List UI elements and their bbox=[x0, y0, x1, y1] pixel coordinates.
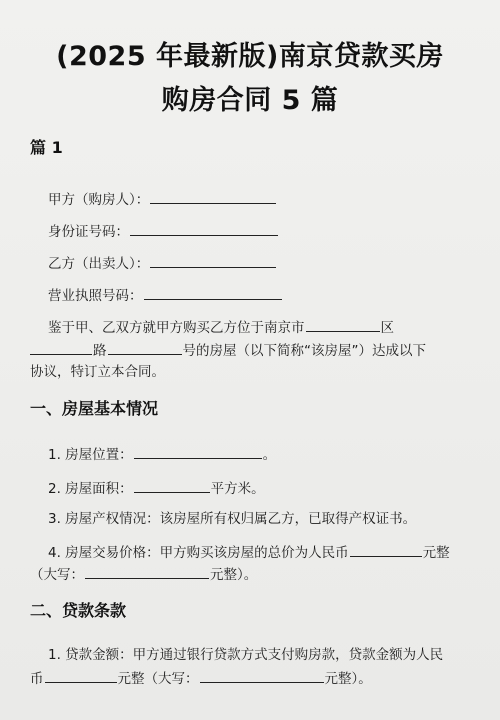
buyer-blank bbox=[150, 188, 276, 204]
buyer-label: 甲方（购房人）： bbox=[48, 192, 150, 208]
house-location-label: 1. 房屋位置： bbox=[48, 447, 133, 463]
section2-heading: 二、贷款条款 bbox=[30, 601, 127, 620]
preamble-district: 区 bbox=[380, 320, 394, 336]
preamble-road: 路 bbox=[93, 343, 107, 359]
id-line bbox=[30, 220, 472, 242]
loan-amount-line1: 1. 贷款金额：甲方通过银行贷款方式支付购房款，贷款金额为人民 bbox=[48, 647, 444, 663]
loan-amount-line2 bbox=[30, 667, 472, 689]
price-line2 bbox=[30, 563, 472, 585]
price-label: 4. 房屋交易价格：甲方购买该房屋的总价为人民币 bbox=[48, 545, 349, 561]
price-unit: 元整 bbox=[422, 545, 450, 561]
license-blank bbox=[144, 284, 282, 300]
id-blank bbox=[130, 220, 278, 236]
price-blank bbox=[350, 541, 422, 557]
seller-label: 乙方（出卖人）： bbox=[48, 256, 150, 272]
part-heading: 篇 1 bbox=[30, 138, 63, 157]
preamble-text2: 号的房屋（以下简称“该房屋”）达成以下 bbox=[182, 343, 426, 359]
seller-line bbox=[30, 252, 472, 274]
number-blank bbox=[108, 339, 182, 355]
area-unit: 平方米。 bbox=[210, 481, 265, 497]
document-title-line2: 购房合同 5 篇 bbox=[161, 85, 339, 116]
preamble-line2 bbox=[30, 339, 472, 361]
loan-words-end: 元整）。 bbox=[324, 671, 372, 687]
price-line1 bbox=[30, 541, 472, 563]
house-location-line bbox=[30, 443, 472, 465]
section1-heading: 一、房屋基本情况 bbox=[30, 399, 159, 418]
document-title-line1: (2025 年最新版)南京贷款买房 bbox=[56, 41, 444, 72]
loan-words-label: 元整（大写： bbox=[117, 671, 199, 687]
preamble-line3: 协议，特订立本合同。 bbox=[30, 364, 165, 380]
license-line bbox=[30, 284, 472, 306]
buyer-line bbox=[30, 188, 472, 210]
id-label: 身份证号码： bbox=[48, 224, 129, 240]
preamble-line1 bbox=[30, 316, 472, 338]
location-end: 。 bbox=[262, 447, 277, 463]
district-blank bbox=[306, 316, 380, 332]
seller-blank bbox=[150, 252, 276, 268]
property-rights-line: 3. 房屋产权情况：该房屋所有权归属乙方，已取得产权证书。 bbox=[48, 511, 417, 527]
street-blank bbox=[30, 339, 92, 355]
location-blank bbox=[134, 443, 262, 459]
area-blank bbox=[134, 477, 210, 493]
loan-amount-blank bbox=[45, 667, 117, 683]
price-words-label: （大写： bbox=[30, 567, 84, 583]
house-area-label: 2. 房屋面积： bbox=[48, 481, 133, 497]
preamble-text1: 鉴于甲、乙双方就甲方购买乙方位于南京市 bbox=[48, 320, 305, 336]
price-words-blank bbox=[85, 563, 209, 579]
loan-words-blank bbox=[200, 667, 324, 683]
house-area-line bbox=[30, 477, 472, 499]
loan-currency: 币 bbox=[30, 671, 44, 687]
license-label: 营业执照号码： bbox=[48, 288, 143, 304]
price-words-end: 元整）。 bbox=[210, 567, 258, 583]
